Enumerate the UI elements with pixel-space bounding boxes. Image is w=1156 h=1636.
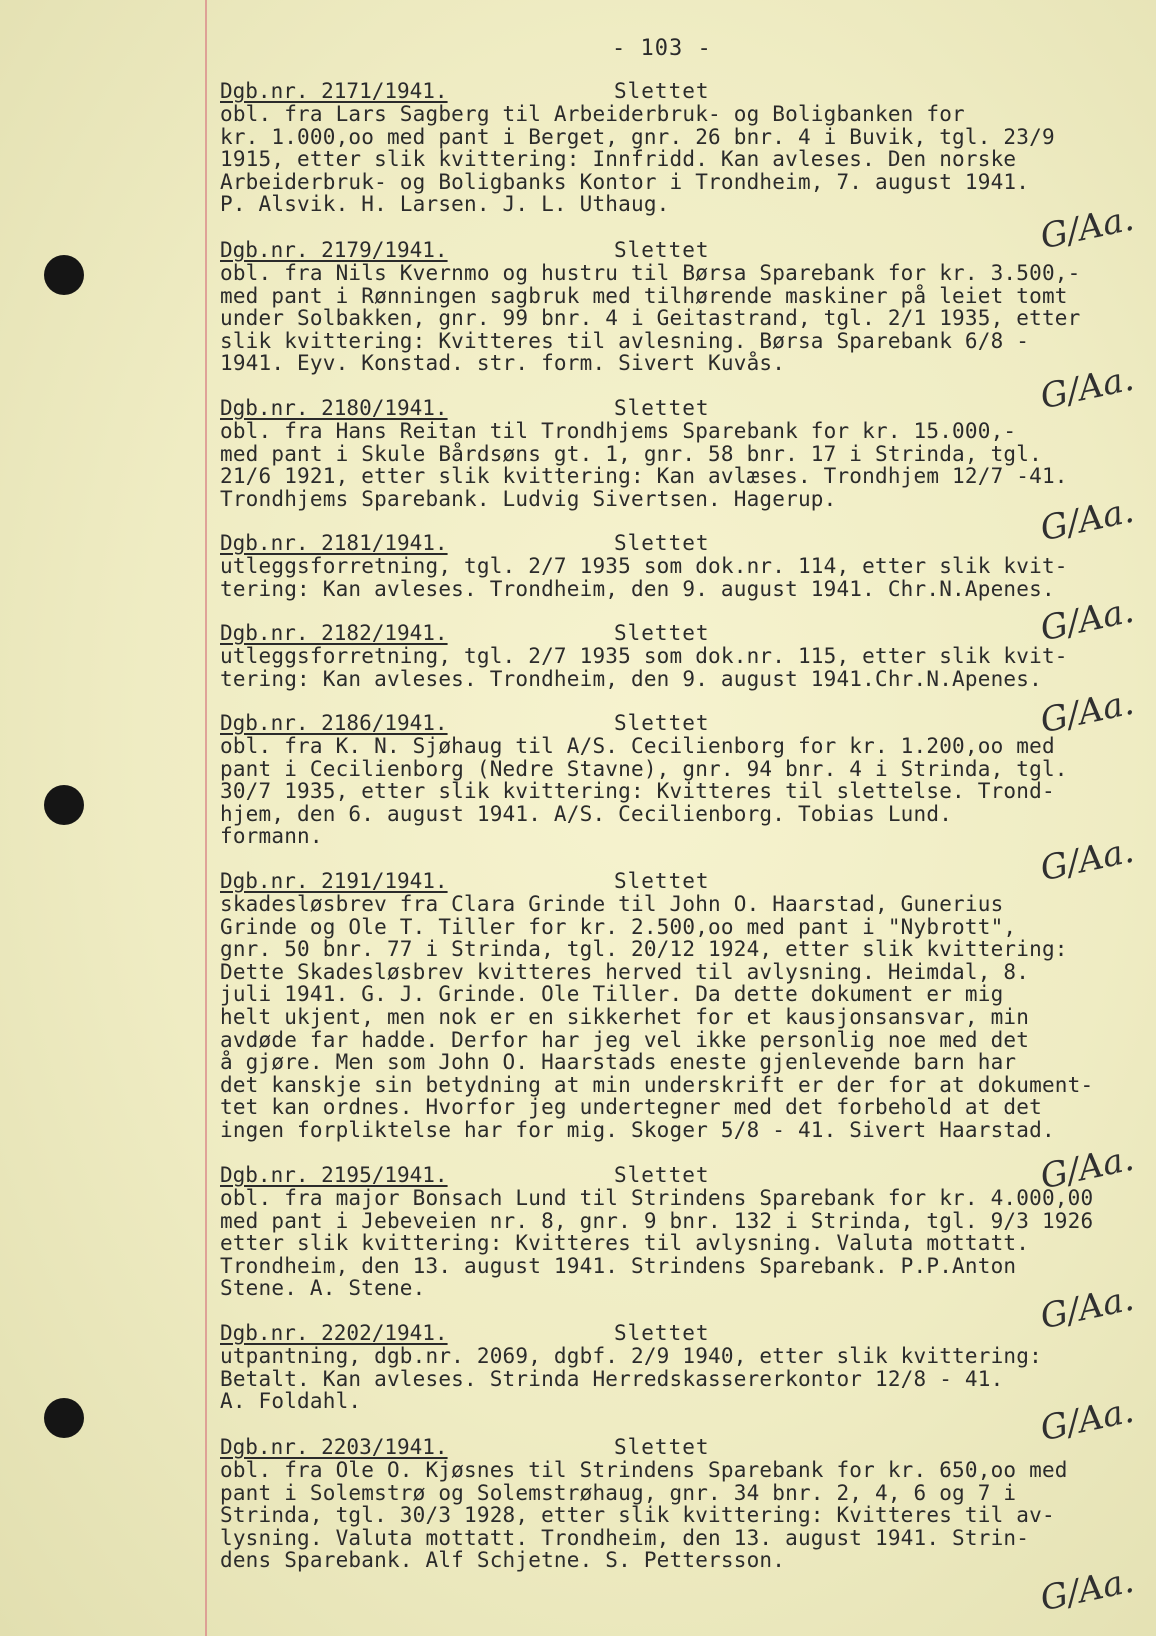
entry-number: Dgb.nr. 2179/1941. (220, 238, 448, 262)
entry-status: Slettet (614, 869, 710, 893)
entry-line: 30/7 1935, etter slik kvittering: Kvitteres til slettelse. Trond- (220, 779, 1055, 804)
handwritten-initials: G/Aa. (1036, 682, 1138, 742)
ledger-entry (220, 239, 1136, 375)
entry-line: Strinda, tgl. 30/3 1928, etter slik kvittering: Kvitteres til av- (220, 1503, 1055, 1528)
handwritten-initials: G/Aa. (1036, 590, 1138, 650)
entry-status: Slettet (614, 396, 710, 420)
entry-status: Slettet (614, 531, 710, 555)
entry-line: slik kvittering: Kvitteres til avlesning. Børsa Sparebank 6/8 - (220, 328, 1030, 353)
punch-hole (44, 785, 84, 825)
entry-number: Dgb.nr. 2191/1941. (220, 869, 448, 893)
entry-status: Slettet (614, 79, 710, 103)
entry-line: hjem, den 6. august 1941. A/S. Cecilienborg. Tobias Lund. (220, 801, 953, 826)
ledger-entry (220, 1322, 1136, 1413)
entry-line: Arbeiderbruk- og Boligbanks Kontor i Trondheim, 7. august 1941. (220, 169, 1030, 194)
entry-line: å gjøre. Men som John O. Haarstads eneste gjenlevende barn har (220, 1050, 1017, 1075)
entry-line: obl. fra K. N. Sjøhaug til A/S. Cecilienborg for kr. 1.200,oo med (220, 734, 1055, 758)
handwritten-initials: G/Aa. (1036, 490, 1138, 550)
entry-line: gnr. 50 bnr. 77 i Strinda, tgl. 20/12 1924, etter slik kvittering: (220, 937, 1068, 962)
entry-number: Dgb.nr. 2171/1941. (220, 79, 448, 103)
entry-line: 1941. Eyv. Konstad. str. form. Sivert Kuvås. (220, 351, 786, 376)
entry-line: pant i Solemstrø og Solemstrøhaug, gnr. 34 bnr. 2, 4, 6 og 7 i (220, 1480, 1017, 1505)
entry-line: pant i Cecilienborg (Nedre Stavne), gnr. 94 bnr. 4 i Strinda, tgl. (220, 756, 1068, 781)
entry-line: utleggsforretning, tgl. 2/7 1935 som dok.nr. 114, etter slik kvit- (220, 554, 1068, 578)
entry-line: obl. fra major Bonsach Lund til Strindens Sparebank for kr. 4.000,00 (220, 1186, 1094, 1210)
entry-line: under Solbakken, gnr. 99 bnr. 4 i Geitastrand, tgl. 2/1 1935, etter (220, 306, 1081, 331)
entry-line: Dette Skadesløsbrev kvitteres herved til avlysning. Heimdal, 8. (220, 959, 1030, 984)
entry-number: Dgb.nr. 2195/1941. (220, 1163, 448, 1187)
entry-line: P. Alsvik. H. Larsen. J. L. Uthaug. (220, 192, 670, 217)
entry-line: juli 1941. G. J. Grinde. Ole Tiller. Da dette dokument er mig (220, 982, 1004, 1007)
entry-line: skadesløsbrev fra Clara Grinde til John O. Haarstad, Gunerius (220, 892, 1004, 916)
entry-line: obl. fra Ole O. Kjøsnes til Strindens Sparebank for kr. 650,oo med (220, 1458, 1068, 1482)
entry-number: Dgb.nr. 2202/1941. (220, 1321, 448, 1345)
entry-line: formann. (220, 824, 323, 849)
handwritten-initials: G/Aa. (1036, 1560, 1138, 1620)
handwritten-initials: G/Aa. (1036, 1390, 1138, 1450)
ledger-entry (220, 1164, 1136, 1300)
entry-number: Dgb.nr. 2180/1941. (220, 396, 448, 420)
entry-line: Trondhjems Sparebank. Ludvig Sivertsen. Hagerup. (220, 486, 837, 511)
entry-line: Betalt. Kan avleses. Strinda Herredskassererkontor 12/8 - 41. (220, 1366, 1004, 1391)
entry-line: Trondheim, den 13. august 1941. Strindens Sparebank. P.P.Anton (220, 1253, 1017, 1278)
entry-status: Slettet (614, 1321, 710, 1345)
entry-line: A. Foldahl. (220, 1389, 362, 1414)
handwritten-initials: G/Aa. (1036, 1278, 1138, 1338)
entry-line: 21/6 1921, etter slik kvittering: Kan avlæses. Trondhjem 12/7 -41. (220, 464, 1068, 489)
ledger-entry (220, 1436, 1136, 1572)
entry-line: lysning. Valuta mottatt. Trondheim, den 13. august 1941. Strin- (220, 1525, 1030, 1550)
entry-number: Dgb.nr. 2181/1941. (220, 531, 448, 555)
entry-line: dens Sparebank. Alf Schjetne. S. Pettersson. (220, 1548, 786, 1573)
ledger-entry (220, 397, 1136, 510)
entry-line: det kanskje sin betydning at min underskrift er der for at dokument- (220, 1072, 1094, 1097)
ledger-entry (220, 80, 1136, 216)
ledger-entry (220, 532, 1136, 600)
handwritten-initials: G/Aa. (1036, 1138, 1138, 1198)
entry-line: utleggsforretning, tgl. 2/7 1935 som dok.nr. 115, etter slik kvit- (220, 644, 1068, 668)
margin-rule (205, 0, 207, 1636)
handwritten-initials: G/Aa. (1036, 358, 1138, 418)
ledger-entry (220, 622, 1136, 690)
ledger-entry (220, 712, 1136, 848)
handwritten-initials: G/Aa. (1036, 198, 1138, 258)
entry-line: Grinde og Ole T. Tiller for kr. 2.500,oo med pant i "Nybrott", (220, 914, 1017, 939)
entry-line: tet kan ordnes. Hvorfor jeg undertegner med det forbehold at det (220, 1095, 1042, 1120)
punch-hole (44, 255, 84, 295)
entry-line: tering: Kan avleses. Trondheim, den 9. august 1941.Chr.N.Apenes. (220, 666, 1042, 691)
entry-line: helt ukjent, men nok er en sikkerhet for et kausjonsansvar, min (220, 1004, 1030, 1029)
entry-number: Dgb.nr. 2182/1941. (220, 621, 448, 645)
entry-line: utpantning, dgb.nr. 2069, dgbf. 2/9 1940, etter slik kvittering: (220, 1344, 1042, 1368)
ledger-entry (220, 870, 1136, 1142)
entry-number: Dgb.nr. 2203/1941. (220, 1435, 448, 1459)
entry-line: 1915, etter slik kvittering: Innfridd. Kan avleses. Den norske (220, 147, 1017, 172)
entry-line: ingen forpliktelse har for mig. Skoger 5/8 - 41. Sivert Haarstad. (220, 1117, 1055, 1142)
entry-line: tering: Kan avleses. Trondheim, den 9. august 1941. Chr.N.Apenes. (220, 576, 1055, 601)
entry-line: med pant i Jebeveien nr. 8, gnr. 9 bnr. 132 i Strinda, tgl. 9/3 1926 (220, 1208, 1094, 1233)
entry-number: Dgb.nr. 2186/1941. (220, 711, 448, 735)
page-number: - 103 - (612, 36, 712, 61)
entry-line: obl. fra Hans Reitan til Trondhjems Sparebank for kr. 15.000,- (220, 419, 1017, 443)
entry-line: med pant i Rønningen sagbruk med tilhørende maskiner på leiet tomt (220, 283, 1068, 308)
entry-line: avdøde far hadde. Derfor har jeg vel ikke personlig noe med det (220, 1027, 1030, 1052)
entry-line: obl. fra Lars Sagberg til Arbeiderbruk- og Boligbanken for (220, 102, 965, 126)
entry-status: Slettet (614, 1163, 710, 1187)
entry-status: Slettet (614, 1435, 710, 1459)
entry-status: Slettet (614, 238, 710, 262)
handwritten-initials: G/Aa. (1036, 830, 1138, 890)
entry-line: etter slik kvittering: Kvitteres til avlysning. Valuta mottatt. (220, 1231, 1030, 1256)
entry-status: Slettet (614, 711, 710, 735)
entry-line: kr. 1.000,oo med pant i Berget, gnr. 26 bnr. 4 i Buvik, tgl. 23/9 (220, 124, 1055, 149)
entry-line: obl. fra Nils Kvernmo og hustru til Børsa Sparebank for kr. 3.500,- (220, 261, 1081, 285)
entry-status: Slettet (614, 621, 710, 645)
entry-line: med pant i Skule Bårdsøns gt. 1, gnr. 58 bnr. 17 i Strinda, tgl. (220, 441, 1042, 466)
entry-line: Stene. A. Stene. (220, 1276, 426, 1301)
punch-hole (44, 1398, 84, 1438)
